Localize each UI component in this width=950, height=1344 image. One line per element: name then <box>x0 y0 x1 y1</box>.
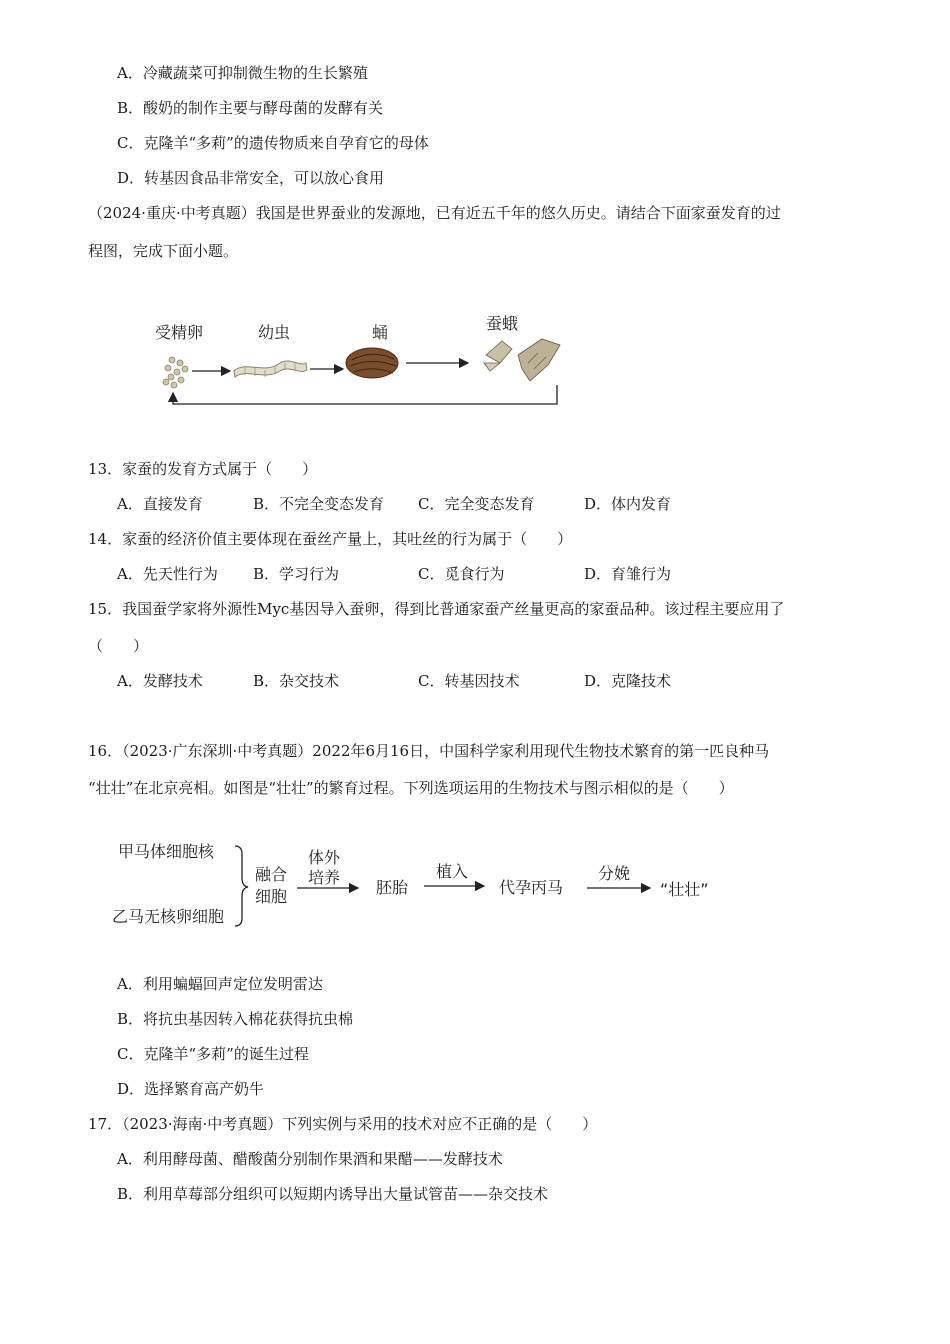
q16-option-d: D．选择繁育高产奶牛 <box>117 1080 265 1098</box>
silkworm-development-diagram <box>150 305 570 415</box>
q16-option-c: C．克隆羊“多莉”的诞生过程 <box>117 1045 309 1063</box>
silkworm-intro-line2: 程图，完成下面小题。 <box>88 242 239 260</box>
step-culture-label-line1: 体外 <box>308 848 341 867</box>
q17-stem: 17．（2023·海南·中考真题）下列实例与采用的技术对应不正确的是（ ） <box>88 1115 598 1133</box>
egg-image <box>163 357 188 388</box>
result-label: “壮壮” <box>660 880 709 899</box>
q12-option-d: D．转基因食品非常安全，可以放心食用 <box>117 169 385 187</box>
q15-stem-line1: 15．我国蚕学家将外源性Myc基因导入蚕卵，得到比普通家蚕产丝量更高的家蚕品种。该过程主要应用了 <box>88 600 785 618</box>
pupa-image <box>346 348 398 378</box>
q15-option-a: A．发酵技术 <box>117 672 203 690</box>
q12-option-a: A．冷藏蔬菜可抑制微生物的生长繁殖 <box>117 64 368 82</box>
q12-option-b: B．酸奶的制作主要与酵母菌的发酵有关 <box>117 99 384 117</box>
q16-option-b: B．将抗虫基因转入棉花获得抗虫棉 <box>117 1010 354 1028</box>
q14-option-d: D．育雏行为 <box>584 565 672 583</box>
fusion-cell-label-line2: 细胞 <box>255 887 288 906</box>
fusion-cell-label-line1: 融合 <box>255 865 288 884</box>
q14-option-a: A．先天性行为 <box>117 565 218 583</box>
q15-option-c: C．转基因技术 <box>418 672 520 690</box>
source-egg-label: 乙马无核卵细胞 <box>112 907 225 926</box>
q14-option-b: B．学习行为 <box>253 565 340 583</box>
q13-option-b: B．不完全变态发育 <box>253 495 385 513</box>
q16-stem-line2: “壮壮”在北京亮相。如图是“壮壮”的繁育过程。下列选项运用的生物技术与图示相似的是（ ） <box>88 779 734 797</box>
embryo-label: 胚胎 <box>376 878 409 897</box>
q12-option-c: C．克隆羊“多莉”的遗传物质来自孕育它的母体 <box>117 134 429 152</box>
q13-option-d: D．体内发育 <box>584 495 672 513</box>
surrogate-label: 代孕丙马 <box>499 878 564 897</box>
moth-image <box>484 339 560 381</box>
step-culture-label-line2: 培养 <box>308 868 341 887</box>
q13-option-a: A．直接发育 <box>117 495 203 513</box>
source-nucleus-label: 甲马体细胞核 <box>118 842 215 861</box>
q16-stem-line1: 16．（2023·广东深圳·中考真题）2022年6月16日，中国科学家利用现代生物技术繁育的第一匹良种马 <box>88 742 770 760</box>
q15-stem-line2: （ ） <box>88 637 149 655</box>
brace-icon <box>235 846 248 926</box>
larva-image <box>234 361 307 377</box>
horse-cloning-diagram <box>110 838 730 933</box>
step-implant-label: 植入 <box>436 862 469 881</box>
stage-pupa-label: 蛹 <box>372 323 389 342</box>
q13-stem: 13．家蚕的发育方式属于（ ） <box>88 460 318 478</box>
q17-option-b: B．利用草莓部分组织可以短期内诱导出大量试管苗——杂交技术 <box>117 1185 549 1203</box>
q14-option-c: C．觅食行为 <box>418 565 505 583</box>
q13-option-c: C．完全变态发育 <box>418 495 535 513</box>
q16-option-a: A．利用蝙蝠回声定位发明雷达 <box>117 975 323 993</box>
silkworm-intro-line1: （2024·重庆·中考真题）我国是世界蚕业的发源地，已有近五千年的悠久历史。请结合下面家蚕发育的过 <box>88 204 781 222</box>
q15-option-d: D．克隆技术 <box>584 672 672 690</box>
step-birth-label: 分娩 <box>598 864 631 883</box>
q17-option-a: A．利用酵母菌、醋酸菌分别制作果酒和果醋——发酵技术 <box>117 1150 503 1168</box>
stage-larva-label: 幼虫 <box>258 323 291 342</box>
stage-egg-label: 受精卵 <box>155 323 204 342</box>
q14-stem: 14．家蚕的经济价值主要体现在蚕丝产量上，其吐丝的行为属于（ ） <box>88 530 573 548</box>
stage-moth-label: 蚕蛾 <box>486 314 519 333</box>
q15-option-b: B．杂交技术 <box>253 672 340 690</box>
